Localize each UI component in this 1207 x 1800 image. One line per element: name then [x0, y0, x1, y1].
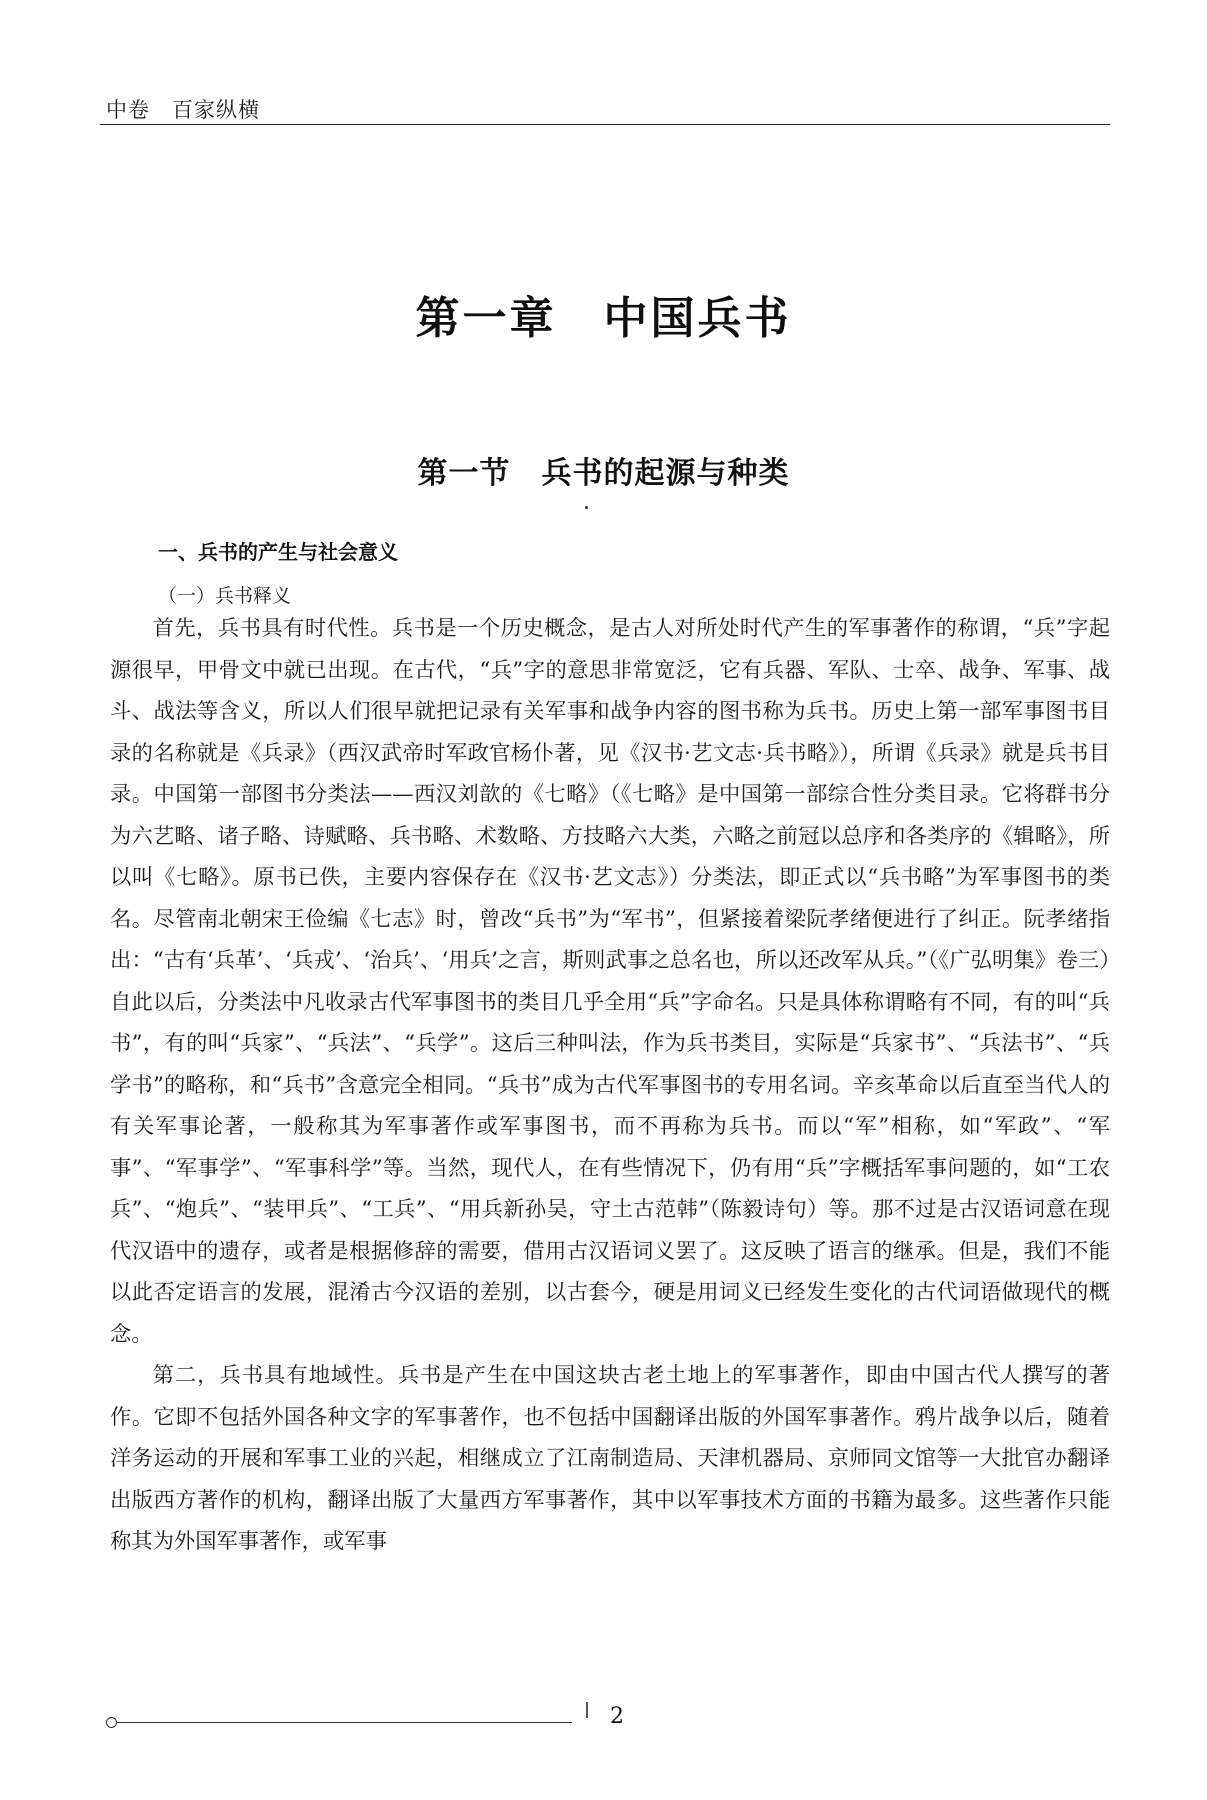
page-number: 2: [610, 1704, 624, 1729]
footer-rule: [112, 1722, 572, 1723]
body-text: [110, 608, 1110, 1563]
heading-level-2: （一）兵书释义: [158, 585, 292, 607]
section-title: 第一节 兵书的起源与种类: [417, 456, 790, 491]
header-rule: [100, 124, 1110, 125]
footer-circle-ornament: [106, 1717, 117, 1728]
footer-mark: [586, 1702, 588, 1718]
running-header: 中卷 百家纵横: [106, 98, 260, 122]
decorative-dot: [585, 506, 588, 509]
heading-level-1: 一、兵书的产生与社会意义: [158, 540, 398, 564]
paragraph-1: 首先，兵书具有时代性。兵书是一个历史概念，是古人对所处时代产生的军事著作的称谓，“兵”字起源很早，甲骨文中就已出现。在古代，“兵”字的意思非常宽泛，它有兵器、军队、士卒、战争、军事、战斗、战法等含义，所以人们很早就把记录有关军事和战争内容的图书称为兵书。历史上第一部军事图书目录的名称就是《兵录》（西汉武帝时军政官杨仆著，见《汉书·艺文志·兵书略》），所谓《兵录》就是兵书目录。中国第一部图书分类法——西汉刘歆的《七略》（《七略》是中国第一部综合性分类目录。它将群书分为六艺略、诸子略、诗赋略、兵书略、术数略、方技略六大类，六略之前冠以总序和各类序的《辑略》，所以叫《七略》。原书已佚，主要内容保存在《汉书·艺文志》）分类法，即正式以“兵书略”为军事图书的类名。尽管南北朝宋王俭编《七志》时，曾改“兵书”为“军书”，但紧接着梁阮孝绪便进行了纠正。阮孝绪指出：“古有‘兵革’、‘兵戎’、‘治兵’、‘用兵’之言，斯则武事之总名也，所以还改军从兵。”（《广弘明集》卷三）自此以后，分类法中凡收录古代军事图书的类目几乎全用“兵”字命名。只是具体称谓略有不同，有的叫“兵书”，有的叫“兵家”、“兵法”、“兵学”。这后三种叫法，作为兵书类目，实际是“兵家书”、“兵法书”、“兵学书”的略称，和“兵书”含意完全相同。“兵书”成为古代军事图书的专用名词。辛亥革命以后直至当代人的有关军事论著，一般称其为军事著作或军事图书，而不再称为兵书。而以“军”相称，如“军政”、“军事”、“军事学”、“军事科学”等。当然，现代人，在有些情况下，仍有用“兵”字概括军事问题的，如“工农兵”、“炮兵”、“装甲兵”、“工兵”、“用兵新孙吴，守土古范韩”（陈毅诗句）等。那不过是古汉语词意在现代汉语中的遗存，或者是根据修辞的需要，借用古汉语词义罢了。这反映了语言的继承。但是，我们不能以此否定语言的发展，混淆古今汉语的差别，以古套今，硬是用词义已经发生变化的古代词语做现代的概念。: [110, 616, 1110, 1347]
chapter-title: 第一章 中国兵书: [415, 293, 792, 344]
paragraph-2: 第二，兵书具有地域性。兵书是产生在中国这块古老土地上的军事著作，即由中国古代人撰写的著作。它即不包括外国各种文字的军事著作，也不包括中国翻译出版的外国军事著作。鸦片战争以后，随着洋务运动的开展和军事工业的兴起，相继成立了江南制造局、天津机器局、京师同文馆等一大批官办翻译出版西方著作的机构，翻译出版了大量西方军事著作，其中以军事技术方面的书籍为最多。这些著作只能称其为外国军事著作，或军事: [110, 1363, 1110, 1554]
